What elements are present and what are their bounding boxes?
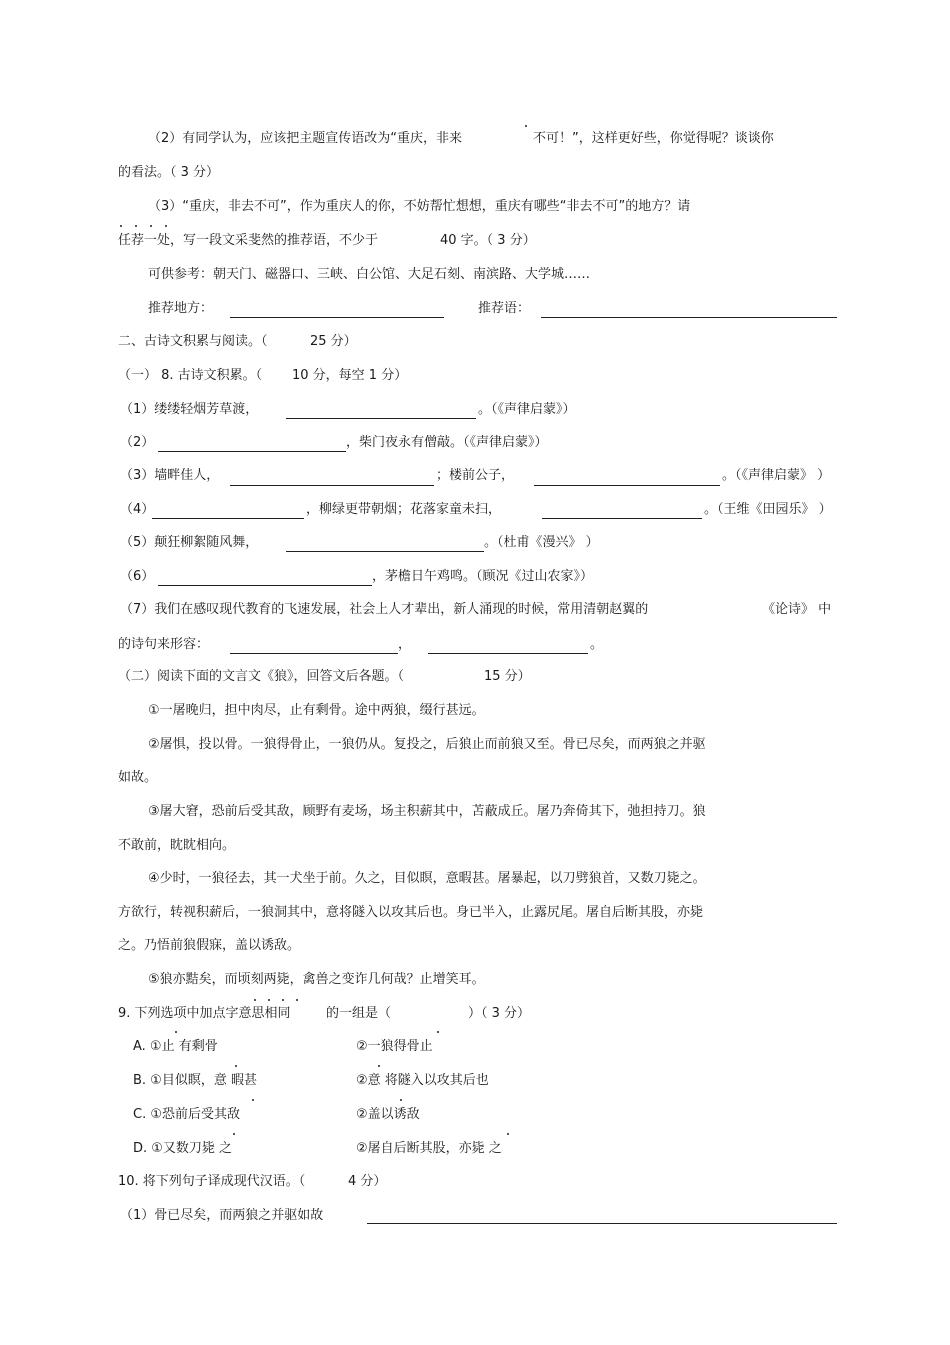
passage-para-2-cont: 如故。	[118, 770, 158, 785]
recommend-slogan-blank[interactable]	[541, 317, 837, 318]
emphasis-dot	[400, 1099, 402, 1101]
passage-para-3: ③屠大窘，恐前后受其敌，顾野有麦场，场主积薪其中，苫蔽成丘。屠乃奔倚其下，弛担持刀。狼	[148, 804, 706, 819]
passage-para-2: ②屠惧，投以骨。一狼得骨止，一狼仍从。复投之，后狼止而前狼又至。骨已尽矣，而两狼之并驱	[148, 737, 706, 752]
poem-item-3: （3）墙畔佳人，	[120, 468, 220, 483]
q9-score: ）（ 3 分）	[468, 1006, 531, 1021]
recommend-place-label: 推荐地方：	[148, 301, 214, 316]
section2-score: 25 分）	[310, 334, 357, 349]
poem-item-1: （1）缕缕轻烟芳草渡，	[120, 402, 259, 417]
poem-blank-7a[interactable]	[230, 653, 398, 654]
q2-line1-end: 不可！”，这样更好些，你觉得呢？谈谈你	[533, 131, 774, 146]
q9-option-a1[interactable]: A. ①止 有剩骨	[133, 1039, 218, 1054]
q9-option-a2: ②一狼得骨止	[356, 1039, 433, 1054]
emphasis-dot	[507, 1133, 509, 1135]
emphasis-dot	[165, 225, 167, 227]
q9-option-b2: ②意 将隧入以攻其后也	[356, 1073, 489, 1088]
poem-item-4-source: 。（王维《田园乐》 ）	[704, 502, 832, 517]
q3-line2-start: 任荐一处，写一段文采斐然的推荐语，不少于	[118, 233, 379, 248]
passage-para-3-cont: 不敢前，眈眈相向。	[118, 838, 236, 853]
q10-sentence-1: （1）骨已尽矣，而两狼之并驱如故	[120, 1208, 324, 1223]
poem-item-7: （7）我们在感叹现代教育的飞速发展，社会上人才辈出，新人涌现的时候，常用清朝赵翼的	[120, 602, 649, 617]
poem-item-7-source: 《论诗》 中	[762, 602, 832, 617]
emphasis-dot	[296, 999, 298, 1001]
emphasis-dot	[233, 1133, 235, 1135]
poem-blank-2[interactable]	[158, 451, 346, 452]
q9-option-d2: ②屠自后断其股，亦毙 之	[356, 1141, 502, 1156]
poem-item-6: （6）	[120, 569, 155, 584]
part1-score: 10 分，每空 1 分）	[292, 368, 408, 383]
passage-para-5: ⑤狼亦黠矣，而顷刻两毙，禽兽之变诈几何哉？止增笑耳。	[148, 972, 485, 987]
poem-blank-4b[interactable]	[542, 518, 702, 519]
q9-option-c1[interactable]: C. ①恐前后受其敌	[133, 1107, 240, 1122]
poem-item-5-source: 。（杜甫《漫兴》 ）	[484, 535, 599, 550]
q3-reference: 可供参考：朝天门、磁器口、三峡、白公馆、大足石刻、南滨路、大学城……	[148, 267, 591, 282]
q9-stem-mid: 的一组是（	[326, 1006, 392, 1021]
emphasis-dot	[254, 999, 256, 1001]
poem-blank-7b[interactable]	[428, 653, 588, 654]
part2-title: （二）阅读下面的文言文《狼》，回答文后各题。（	[118, 669, 405, 684]
q10-stem: 10. 将下列句子译成现代汉语。（	[118, 1174, 306, 1189]
emphasis-dot	[268, 999, 270, 1001]
emphasis-dot	[378, 1065, 380, 1067]
emphasis-dot	[120, 225, 122, 227]
poem-item-2: （2）	[120, 435, 155, 450]
poem-item-3-source: 。（《声律启蒙》 ）	[722, 468, 831, 483]
q2-line2: 的看法。（ 3 分）	[118, 165, 220, 180]
poem-blank-4a[interactable]	[152, 518, 304, 519]
poem-item-4-mid: ，柳绿更带朝烟；花落家童未扫，	[306, 502, 502, 517]
q9-stem: 9. 下列选项中加点字意思相同	[118, 1006, 291, 1021]
q9-option-b1[interactable]: B. ①目似瞑，意 暇甚	[133, 1073, 257, 1088]
passage-para-1: ①一屠晚归，担中肉尽，止有剩骨。途中两狼，缀行甚远。	[148, 703, 485, 718]
part2-score: 15 分）	[484, 669, 531, 684]
q10-score: 4 分）	[348, 1174, 387, 1189]
passage-para-4-cont1: 方欲行，转视积薪后，一狼洞其中，意将隧入以攻其后也。身已半入，止露尻尾。屠自后断其股，亦毙	[118, 905, 704, 920]
poem-blank-5[interactable]	[286, 551, 484, 552]
recommend-place-blank[interactable]	[230, 317, 444, 318]
passage-para-4: ④少时，一狼径去，其一犬坐于前。久之，目似瞑，意暇甚。屠暴起，以刀劈狼首，又数刀毙之。	[148, 871, 706, 886]
passage-para-4-cont2: 之。乃悟前狼假寐，盖以诱敌。	[118, 938, 301, 953]
poem-item-1-source: 。（《声律启蒙》）	[478, 402, 576, 417]
poem-blank-6[interactable]	[158, 585, 372, 586]
emphasis-dot	[282, 999, 284, 1001]
q2-line1-start: （2）有同学认为，应该把主题宣传语改为“重庆，非来	[148, 131, 463, 146]
poem-blank-1[interactable]	[286, 418, 476, 419]
recommend-slogan-label: 推荐语：	[478, 301, 531, 316]
poem-item-3-mid: ；楼前公子，	[436, 468, 515, 483]
q10-answer-blank-1[interactable]	[367, 1223, 837, 1224]
poem-item-2-rest: ，柴门夜永有僧敲。（《声律启蒙》）	[346, 435, 548, 450]
poem-blank-3a[interactable]	[230, 485, 434, 486]
poem-item-6-rest: ，茅檐日午鸡鸣。（顾况《过山农家》）	[372, 569, 594, 584]
emphasis-dot	[235, 1065, 237, 1067]
emphasis-dot	[525, 125, 527, 127]
poem-item-4: （4）	[120, 502, 155, 517]
section2-title: 二、古诗文积累与阅读。（	[118, 334, 268, 349]
emphasis-dot	[252, 1099, 254, 1101]
emphasis-dot	[437, 1031, 439, 1033]
poem-blank-3b[interactable]	[534, 485, 720, 486]
emphasis-dot	[135, 225, 137, 227]
emphasis-dot	[175, 1031, 177, 1033]
q3-line1: （3）“重庆，非去不可”，作为重庆人的你，不妨帮忙想想，重庆有哪些“非去不可”的地方？请	[148, 199, 691, 214]
emphasis-dot	[150, 225, 152, 227]
part1-title: （一） 8. 古诗文积累。（	[118, 368, 263, 383]
q9-option-c2: ②盖以诱敌	[356, 1107, 420, 1122]
period: 。	[590, 637, 604, 652]
poem-item-7-line2: 的诗句来形容：	[118, 637, 210, 652]
q9-option-d1[interactable]: D. ①又数刀毙 之	[133, 1141, 233, 1156]
poem-item-5: （5）颠狂柳絮随风舞，	[120, 535, 259, 550]
q3-line2-end: 40 字。（ 3 分）	[440, 233, 536, 248]
comma: ，	[398, 637, 412, 652]
